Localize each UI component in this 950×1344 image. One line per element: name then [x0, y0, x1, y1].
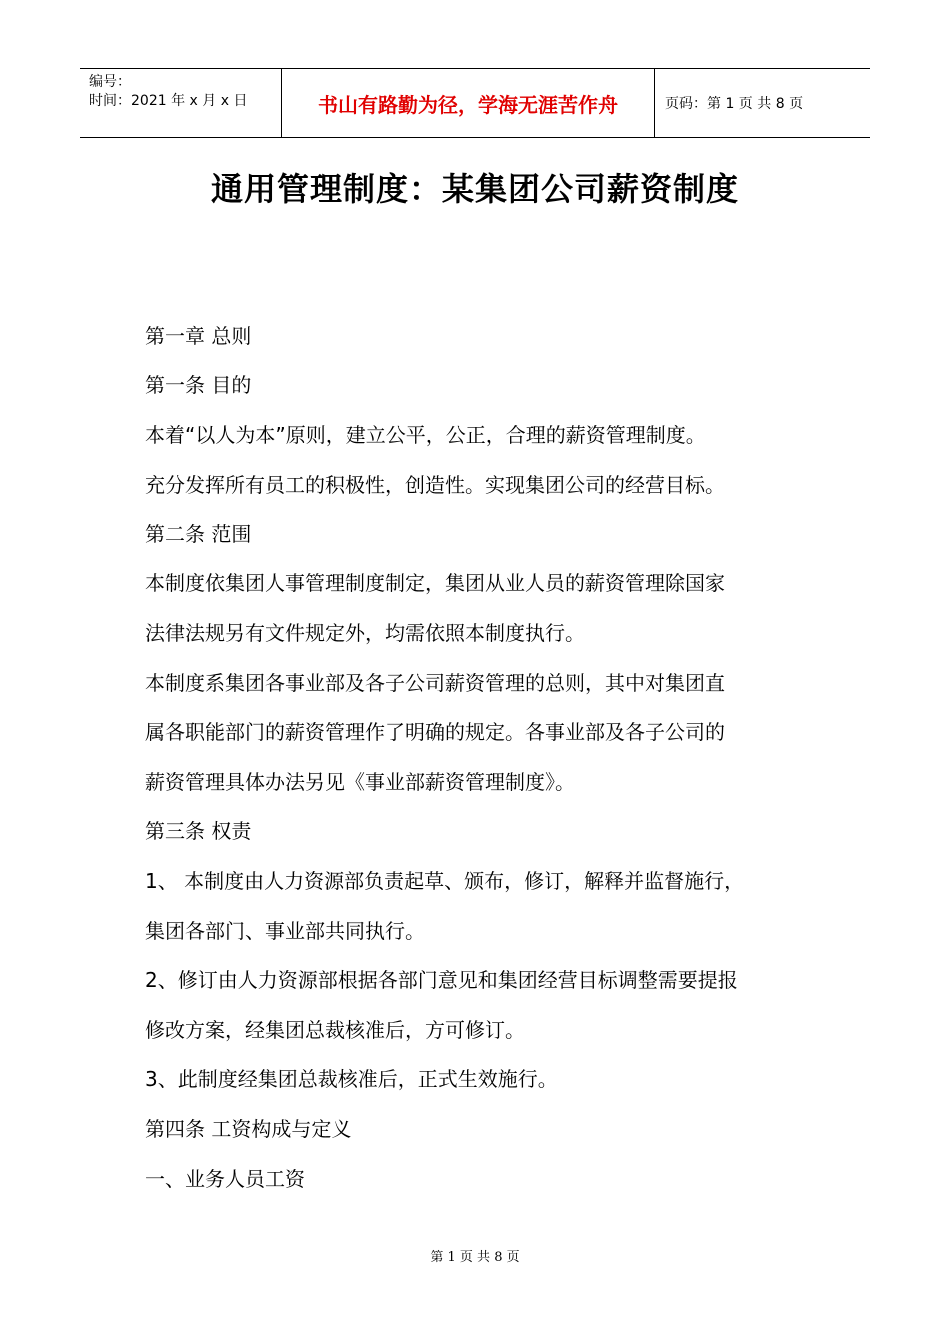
body-line: 2、修订由人力资源部根据各部门意见和集团经营目标调整需要提报 — [145, 968, 738, 992]
header-page-info: 页码：第 1 页 共 8 页 — [665, 96, 804, 112]
header-motto: 书山有路勤为径，学海无涯苦作舟 — [282, 69, 655, 137]
body-line: 本制度系集团各事业部及各子公司薪资管理的总则，其中对集团直 — [145, 671, 725, 695]
body-line: 1、 本制度由人力资源部负责起草、颁布，修订，解释并监督施行， — [145, 869, 745, 893]
article-heading: 第三条 权责 — [145, 819, 252, 843]
body-line: 3、此制度经集团总裁核准后，正式生效施行。 — [145, 1067, 558, 1091]
chapter-heading: 第一章 总则 — [145, 324, 252, 348]
page-footer: 第 1 页 共 8 页 — [430, 1250, 520, 1265]
time-label: 时间：2021 年 x 月 x 日 — [89, 93, 248, 109]
body-line: 薪资管理具体办法另见《事业部薪资管理制度》。 — [145, 770, 575, 794]
article-heading: 第二条 范围 — [145, 522, 252, 546]
body-line: 本制度依集团人事管理制度制定，集团从业人员的薪资管理除国家 — [145, 571, 725, 595]
body-line: 本着“以人为本”原则，建立公平，公正，合理的薪资管理制度。 — [145, 423, 706, 447]
section-heading: 一、业务人员工资 — [145, 1167, 305, 1191]
document-title: 通用管理制度：某集团公司薪资制度 — [210, 170, 739, 208]
article-heading: 第四条 工资构成与定义 — [145, 1117, 352, 1141]
header-table — [80, 68, 870, 138]
header-meta — [80, 69, 282, 137]
body-line: 修改方案，经集团总裁核准后，方可修订。 — [145, 1018, 525, 1042]
body-line: 充分发挥所有员工的积极性，创造性。实现集团公司的经营目标。 — [145, 473, 725, 497]
number-label: 编号： — [89, 74, 131, 90]
body-line: 法律法规另有文件规定外，均需依照本制度执行。 — [145, 621, 585, 645]
body-line: 集团各部门、事业部共同执行。 — [145, 919, 425, 943]
body-line: 属各职能部门的薪资管理作了明确的规定。各事业部及各子公司的 — [145, 720, 725, 744]
article-heading: 第一条 目的 — [145, 373, 252, 397]
